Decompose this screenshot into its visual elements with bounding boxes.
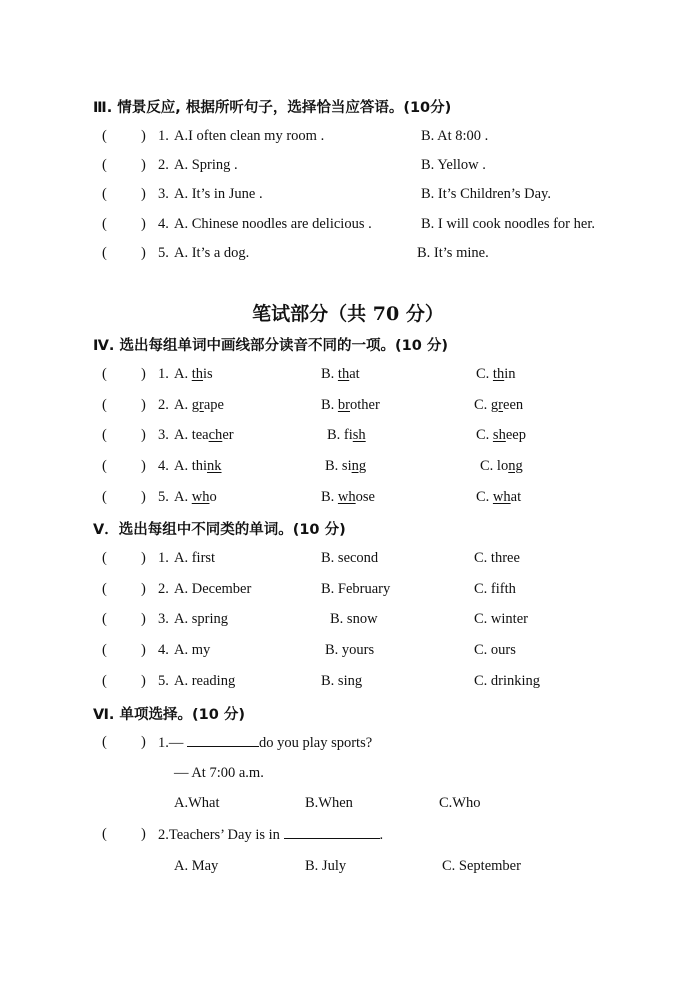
question-number: 5. xyxy=(158,673,169,689)
underlined-part: th xyxy=(337,366,350,382)
question-4-5 xyxy=(0,489,696,511)
option-c: C. fifth xyxy=(474,581,516,597)
word-part: is xyxy=(203,366,213,382)
underlined-part: ng xyxy=(351,458,367,474)
word-part: B. fi xyxy=(327,427,353,443)
answer-paren-left: ( xyxy=(102,397,107,413)
option-b: B. snow xyxy=(330,611,378,627)
option-b xyxy=(321,489,375,506)
question-6-2 xyxy=(0,826,696,848)
answer-paren-right: ) xyxy=(141,427,146,443)
answer-paren-right: ) xyxy=(141,128,146,144)
word-part: A. thi xyxy=(174,458,208,474)
question-number: 2. xyxy=(158,397,169,413)
word-part: C. xyxy=(476,489,493,505)
answer-paren-right: ) xyxy=(141,245,146,261)
underlined-part: ng xyxy=(508,458,523,474)
question-number: 1. xyxy=(158,550,169,566)
option-b: B. yours xyxy=(325,642,375,658)
option-b xyxy=(321,366,360,383)
answer-paren-left: ( xyxy=(102,128,107,144)
option-c xyxy=(476,366,515,383)
word-part: C. lo xyxy=(480,458,509,474)
question-stem xyxy=(158,734,372,752)
question-number: 3. xyxy=(158,186,169,202)
answer-paren-left: ( xyxy=(102,826,107,842)
blank-line[interactable] xyxy=(284,826,380,839)
option-c xyxy=(476,489,521,506)
option-b: B. sing xyxy=(321,673,363,689)
option-c: C.Who xyxy=(439,795,481,811)
answer-paren-left: ( xyxy=(102,427,107,443)
answer-paren-right: ) xyxy=(141,826,146,842)
section-6-heading: Ⅵ. 单项选择。(10 分) xyxy=(93,707,245,723)
option-c: C. winter xyxy=(474,611,528,627)
answer-paren-right: ) xyxy=(141,550,146,566)
word-part: B. si xyxy=(325,458,352,474)
option-a: A. first xyxy=(174,550,216,566)
question-6-1-options xyxy=(0,795,696,817)
written-section-title: 笔试部分（共 70 分） xyxy=(252,303,444,325)
question-5-1 xyxy=(0,550,696,572)
answer-paren-left: ( xyxy=(102,245,107,261)
question-prefix: 1.— xyxy=(158,735,187,751)
option-a: A. spring xyxy=(174,611,228,627)
answer-paren-right: ) xyxy=(141,458,146,474)
question-number: 2. xyxy=(158,581,169,597)
option-a xyxy=(174,489,217,506)
word-part: B. xyxy=(321,397,338,413)
option-a xyxy=(174,366,213,383)
option-b: B. It’s Children’s Day. xyxy=(421,186,551,202)
question-5-4 xyxy=(0,642,696,664)
question-number: 4. xyxy=(158,216,169,232)
word-part: C. xyxy=(476,366,493,382)
option-a xyxy=(174,427,234,444)
answer-paren-left: ( xyxy=(102,157,107,173)
answer-paren-left: ( xyxy=(102,489,107,505)
question-3-5 xyxy=(0,245,696,267)
option-c: C. three xyxy=(474,550,520,566)
question-suffix: . xyxy=(379,827,384,843)
word-part: A. xyxy=(174,489,192,505)
option-b: B. At 8:00 . xyxy=(421,128,489,144)
word-part: C. xyxy=(476,427,493,443)
word-part: at xyxy=(349,366,360,382)
answer-paren-left: ( xyxy=(102,734,107,750)
section-5-heading: Ⅴ．选出每组中不同类的单词。(10 分) xyxy=(93,522,346,538)
answer-paren-left: ( xyxy=(102,186,107,202)
option-a: A.I often clean my room . xyxy=(174,128,325,144)
word-part: een xyxy=(503,397,524,413)
answer-paren-right: ) xyxy=(141,611,146,627)
answer-paren-right: ) xyxy=(141,489,146,505)
option-b: B. I will cook noodles for her. xyxy=(421,216,595,232)
question-number: 5. xyxy=(158,245,169,261)
option-a: A. Spring . xyxy=(174,157,238,173)
question-stem xyxy=(158,826,383,844)
word-part: er xyxy=(222,427,234,443)
option-a xyxy=(174,397,224,414)
answer-paren-right: ) xyxy=(141,186,146,202)
blank-line[interactable] xyxy=(187,734,259,747)
answer-paren-left: ( xyxy=(102,673,107,689)
answer-paren-left: ( xyxy=(102,458,107,474)
option-c: C. drinking xyxy=(474,673,541,689)
question-number: 1. xyxy=(158,366,169,382)
option-b xyxy=(327,427,366,444)
word-part: in xyxy=(504,366,516,382)
underlined-part: br xyxy=(337,397,351,413)
dialog-line: — At 7:00 a.m. xyxy=(174,765,264,781)
answer-paren-left: ( xyxy=(102,642,107,658)
underlined-part: sh xyxy=(352,427,366,443)
answer-paren-left: ( xyxy=(102,550,107,566)
underlined-part: wh xyxy=(492,489,511,505)
option-b xyxy=(321,397,380,414)
question-number: 5. xyxy=(158,489,169,505)
option-b: B. February xyxy=(321,581,391,597)
option-b: B. July xyxy=(305,858,347,874)
answer-paren-left: ( xyxy=(102,611,107,627)
option-c: C. ours xyxy=(474,642,516,658)
section-4-heading: Ⅳ. 选出每组单词中画线部分读音不同的一项。(10 分) xyxy=(93,338,448,354)
underlined-part: th xyxy=(492,366,505,382)
option-a: A. Chinese noodles are delicious . xyxy=(174,216,372,232)
underlined-part: nk xyxy=(207,458,222,474)
question-3-4 xyxy=(0,216,696,238)
question-number: 4. xyxy=(158,642,169,658)
option-b xyxy=(325,458,366,475)
word-part: C. xyxy=(474,397,491,413)
option-a: A. December xyxy=(174,581,252,597)
question-3-3 xyxy=(0,186,696,208)
underlined-part: th xyxy=(191,366,204,382)
underlined-part: sh xyxy=(492,427,506,443)
option-b: B. second xyxy=(321,550,379,566)
option-a: A. It’s a dog. xyxy=(174,245,250,261)
option-c: C. September xyxy=(442,858,521,874)
answer-paren-left: ( xyxy=(102,581,107,597)
option-a: A.What xyxy=(174,795,220,811)
word-part: A. xyxy=(174,366,192,382)
question-4-3 xyxy=(0,427,696,449)
option-a xyxy=(174,458,222,475)
answer-paren-left: ( xyxy=(102,366,107,382)
option-c xyxy=(480,458,523,475)
section-3-heading: Ⅲ. 情景反应, 根据所听句子，选择恰当应答语。(10分) xyxy=(93,100,452,116)
answer-paren-right: ) xyxy=(141,157,146,173)
answer-paren-right: ) xyxy=(141,216,146,232)
question-suffix: do you play sports? xyxy=(259,735,373,751)
word-part: at xyxy=(510,489,522,505)
option-a: A. reading xyxy=(174,673,236,689)
underlined-part: gr xyxy=(490,397,504,413)
question-number: 3. xyxy=(158,427,169,443)
word-part: eep xyxy=(505,427,526,443)
answer-paren-right: ) xyxy=(141,734,146,750)
option-b: B.When xyxy=(305,795,353,811)
option-b: B. Yellow . xyxy=(421,157,486,173)
question-number: 1. xyxy=(158,128,169,144)
word-part: B. xyxy=(321,489,338,505)
answer-paren-right: ) xyxy=(141,366,146,382)
question-3-2 xyxy=(0,157,696,179)
answer-paren-right: ) xyxy=(141,397,146,413)
option-c xyxy=(476,427,526,444)
answer-paren-right: ) xyxy=(141,642,146,658)
question-4-1 xyxy=(0,366,696,388)
word-part: A. tea xyxy=(174,427,209,443)
question-prefix: 2.Teachers’ Day is in xyxy=(158,827,284,843)
word-part: ape xyxy=(203,397,224,413)
option-a: A. my xyxy=(174,642,211,658)
option-a: A. May xyxy=(174,858,219,874)
underlined-part: wh xyxy=(337,489,356,505)
question-5-5 xyxy=(0,673,696,695)
word-part: ose xyxy=(355,489,375,505)
underlined-part: ch xyxy=(208,427,223,443)
option-b: B. It’s mine. xyxy=(417,245,489,261)
option-c xyxy=(474,397,523,414)
question-number: 4. xyxy=(158,458,169,474)
question-6-1-answer xyxy=(0,765,696,787)
question-number: 2. xyxy=(158,157,169,173)
underlined-part: gr xyxy=(191,397,204,413)
answer-paren-right: ) xyxy=(141,581,146,597)
option-a: A. It’s in June . xyxy=(174,186,263,202)
question-5-3 xyxy=(0,611,696,633)
question-5-2 xyxy=(0,581,696,603)
answer-paren-right: ) xyxy=(141,673,146,689)
word-part: o xyxy=(209,489,217,505)
answer-paren-left: ( xyxy=(102,216,107,232)
word-part: B. xyxy=(321,366,338,382)
question-3-1 xyxy=(0,128,696,150)
question-4-2 xyxy=(0,397,696,419)
word-part: other xyxy=(350,397,380,413)
underlined-part: wh xyxy=(191,489,210,505)
question-6-2-options xyxy=(0,858,696,880)
question-4-4 xyxy=(0,458,696,480)
question-6-1 xyxy=(0,734,696,756)
question-number: 3. xyxy=(158,611,169,627)
word-part: A. xyxy=(174,397,192,413)
